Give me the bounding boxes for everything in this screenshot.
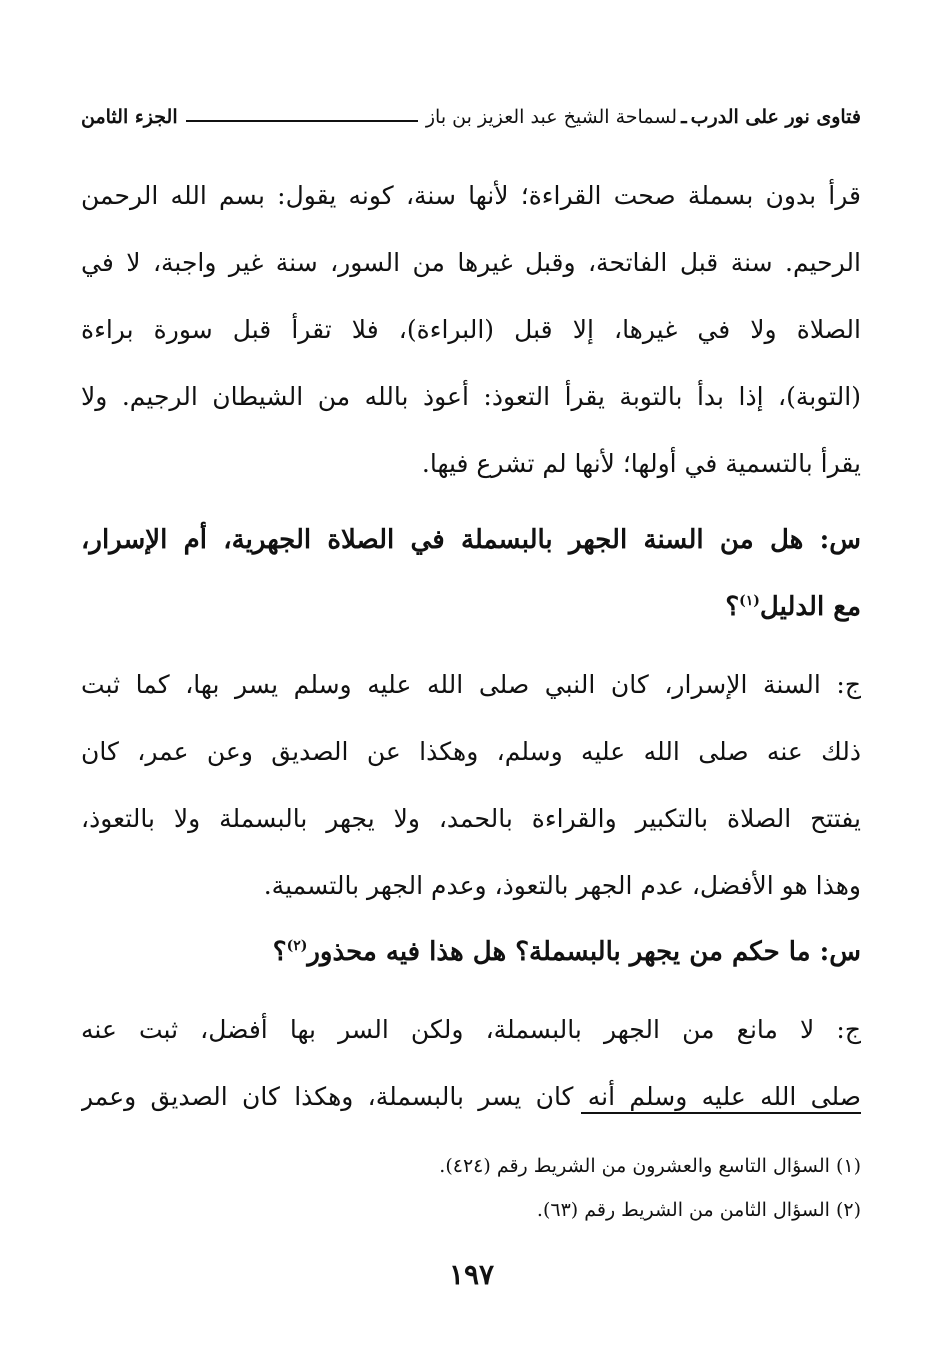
header-volume: الجزء الثامن <box>81 106 178 128</box>
paragraph-continuation <box>81 162 861 497</box>
answer-line: ذلك عنه صلى الله عليه وسلم، وهكذا عن الصديق وعن عمر، كان <box>81 737 861 766</box>
answer-line: وهذا هو الأفضل، عدم الجهر بالتعوذ، وعدم الجهر بالتسمية. <box>263 871 861 900</box>
answer-2 <box>81 996 861 1130</box>
footnote-divider <box>581 1112 861 1114</box>
main-text <box>81 162 861 1130</box>
page-number: ١٩٧ <box>448 1258 495 1291</box>
header-book-title: فتاوى نور على الدرب <box>690 106 861 128</box>
question-1 <box>81 507 861 641</box>
footnote-ref-2: (٢) <box>286 938 308 954</box>
text-line: الصلاة ولا في غيرها، إلا قبل (البراءة)، فلا تقرأ قبل سورة براءة <box>81 315 861 344</box>
footnote-ref-1: (١) <box>739 593 760 609</box>
text-line: يقرأ بالتسمية في أولها؛ لأنها لم تشرع فيها. <box>421 449 861 478</box>
question-mark: ؟ <box>725 592 740 622</box>
header-rule <box>186 120 418 122</box>
text-line: الرحيم. سنة قبل الفاتحة، وقبل غيرها من السور، سنة غير واجبة، لا في <box>81 248 861 277</box>
answer-line: يفتتح الصلاة بالتكبير والقراءة بالحمد، ولا يجهر بالبسملة ولا بالتعوذ، <box>81 804 861 833</box>
answer-line: ج: لا مانع من الجهر بالبسملة، ولكن السر بها أفضل، ثبت عنه <box>81 1015 861 1044</box>
question-line: س: هل من السنة الجهر بالبسملة في الصلاة الجهرية، أم الإسرار، <box>81 525 861 555</box>
header-author: لسماحة الشيخ عبد العزيز بن باز <box>425 106 678 128</box>
question-text: مع الدليل <box>759 592 861 622</box>
text-line: قرأ بدون بسملة صحت القراءة؛ لأنها سنة، كونه يقول: بسم الله الرحمن <box>81 181 861 210</box>
text-line: (التوبة)، إذا بدأ بالتوبة يقرأ التعوذ: أعوذ بالله من الشيطان الرجيم. ولا <box>81 382 861 411</box>
question-mark: ؟ <box>272 937 287 967</box>
question-text: س: ما حكم من يجهر بالبسملة؟ هل هذا فيه محذور <box>307 937 861 967</box>
header-separator: ـ <box>681 106 687 128</box>
footnote-2: (٢) السؤال الثامن من الشريط رقم (٦٣). <box>536 1199 861 1221</box>
footnote-1: (١) السؤال التاسع والعشرون من الشريط رقم (٤٢٤). <box>439 1155 861 1177</box>
running-header <box>81 100 861 134</box>
footnotes <box>81 1144 861 1232</box>
answer-line: صلى الله عليه وسلم أنه كان يسر بالبسملة، وهكذا كان الصديق وعمر <box>81 1082 861 1111</box>
question-2 <box>81 919 861 986</box>
question-line <box>81 574 861 641</box>
answer-1 <box>81 651 861 919</box>
answer-line: ج: السنة الإسرار، كان النبي صلى الله عليه وسلم يسر بها، كما ثبت <box>81 670 861 699</box>
question-line <box>81 919 861 986</box>
